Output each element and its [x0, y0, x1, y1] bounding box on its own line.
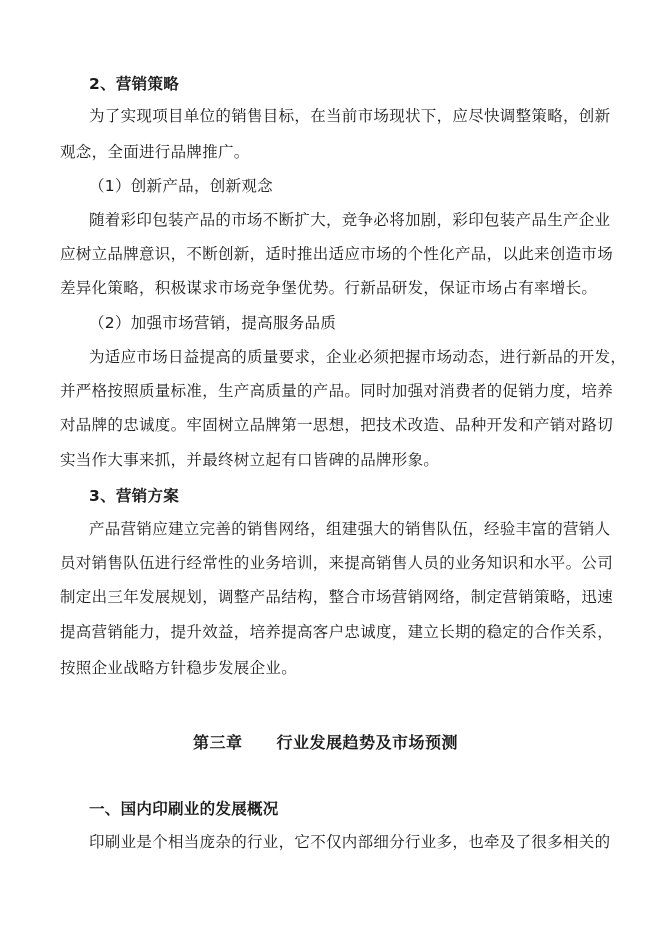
paragraph-line: 观念，全面进行品牌推广。	[60, 143, 250, 161]
paragraph-line: 制定出三年发展规划，调整产品结构，整合市场营销网络，制定营销策略，迅速	[60, 588, 614, 606]
paragraph-line: 提高营销能力，提升效益，培养提高客户忠诚度，建立长期的稳定的合作关系，	[60, 623, 614, 641]
section-heading: 一、国内印刷业的发展概况	[89, 800, 279, 818]
section-heading: 3、营销方案	[89, 487, 180, 505]
paragraph-line: 应树立品牌意识，不断创新，适时推出适应市场的个性化产品，以此来创造市场	[60, 245, 614, 263]
paragraph-line: 实当作大事来抓，并最终树立起有口皆碑的品牌形象。	[60, 451, 440, 469]
paragraph-line: 随着彩印包装产品的市场不断扩大，竞争必将加剧，彩印包装产品生产企业	[89, 211, 611, 229]
chapter-name: 行业发展趋势及市场预测	[276, 733, 459, 752]
subsection-title: （2）加强市场营销，提高服务品质	[89, 314, 337, 332]
paragraph-line: 差异化策略，积极谋求市场竞争堡优势。行新品研发，保证市场占有率增长。	[60, 279, 598, 297]
chapter-title	[193, 733, 458, 753]
paragraph-line: 按照企业战略方针稳步发展企业。	[60, 659, 298, 677]
paragraph-line: 对品牌的忠诚度。牢固树立品牌第一思想，把技术改造、品种开发和产销对路切	[60, 416, 614, 434]
section-heading: 2、营销策略	[89, 75, 180, 93]
paragraph-line: 并严格按照质量标准，生产高质量的产品。同时加强对消费者的促销力度，培养	[60, 382, 614, 400]
paragraph-line: 为了实现项目单位的销售目标，在当前市场现状下，应尽快调整策略，创新	[89, 107, 611, 125]
paragraph-line: 员对销售队伍进行经常性的业务培训，来提高销售人员的业务知识和水平。公司	[60, 554, 614, 572]
chapter-number: 第三章	[193, 733, 243, 752]
paragraph-line: 为适应市场日益提高的质量要求，企业必须把握市场动态，进行新品的开发，	[89, 348, 627, 366]
paragraph-line: 印刷业是个相当庞杂的行业，它不仅内部细分行业多，也牵及了很多相关的	[89, 833, 611, 851]
subsection-title: （1）创新产品，创新观念	[89, 177, 273, 195]
paragraph-line: 产品营销应建立完善的销售网络，组建强大的销售队伍，经验丰富的营销人	[89, 520, 611, 538]
